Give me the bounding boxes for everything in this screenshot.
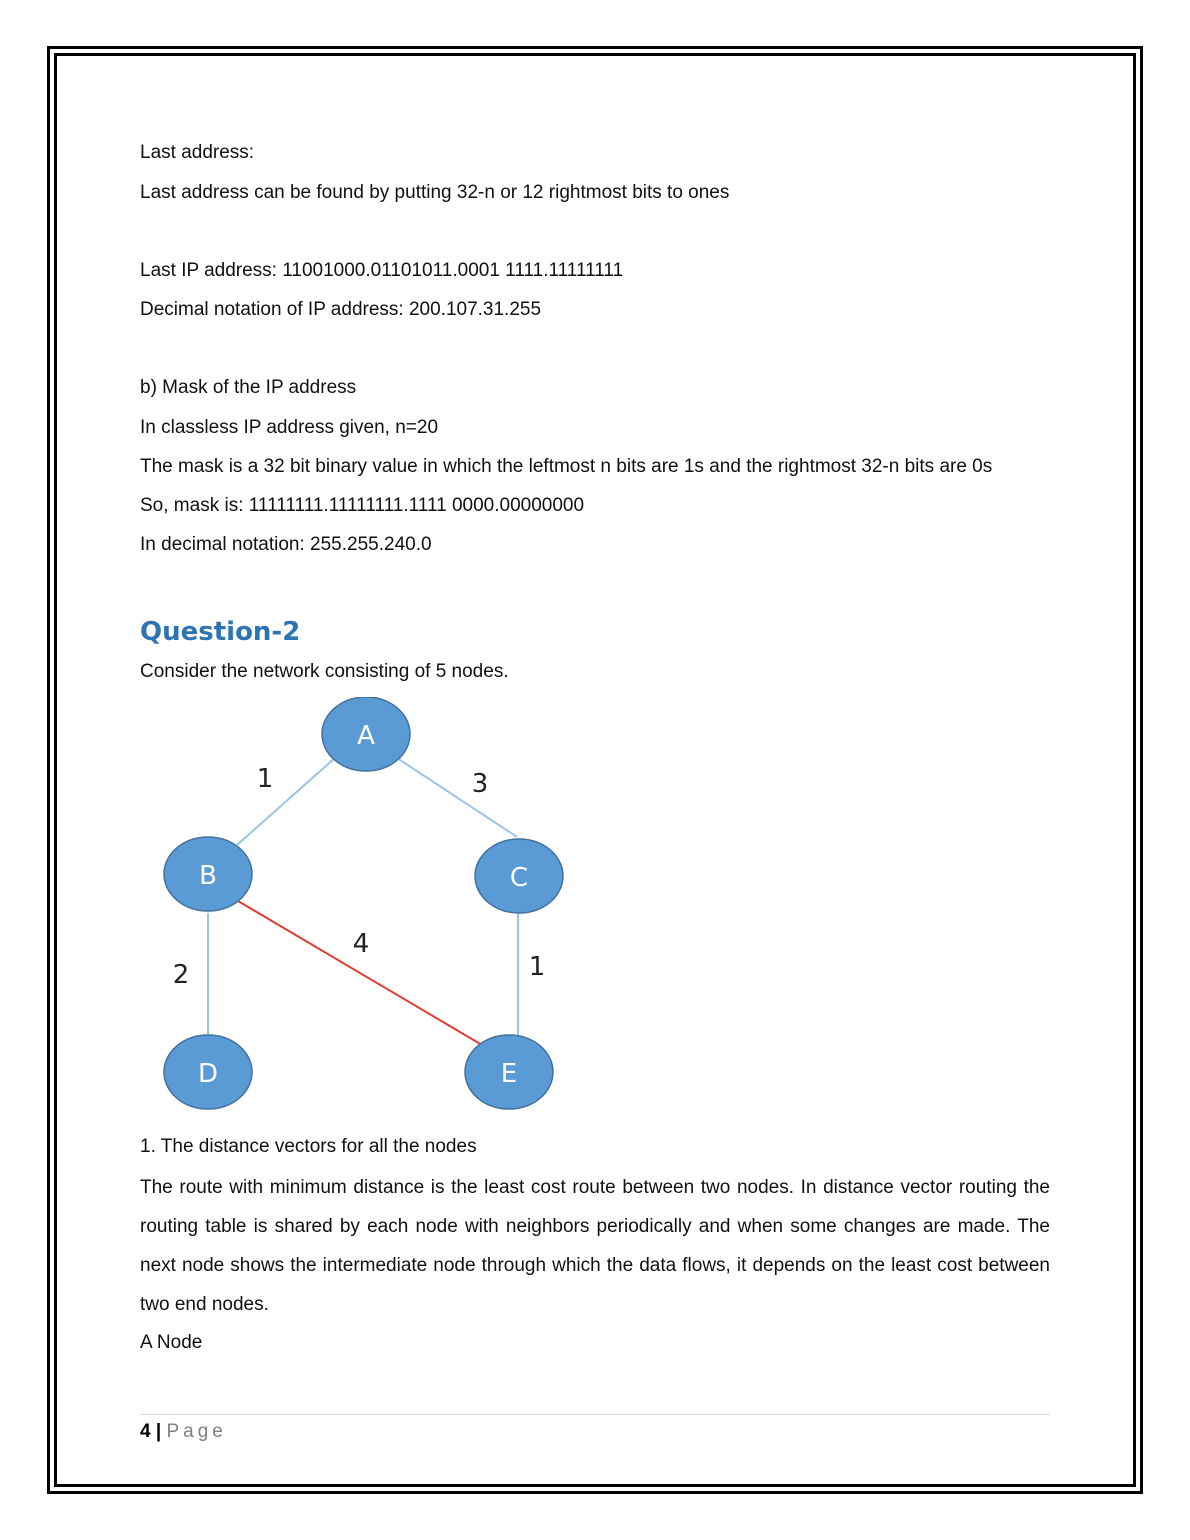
classless-n: In classless IP address given, n=20: [140, 417, 439, 438]
distance-vector-paragraph: The route with minimum distance is the least cost route between two nodes. In distance vector routing the routing table is shared by each node with neighbors periodically and when some changes are made. The next node shows the intermediate node through which the data flows, it depends on the least cost between two end nodes.: [140, 1177, 1050, 1315]
last-ip-decimal: Decimal notation of IP address: 200.107.31.255: [140, 299, 542, 320]
weight-b-e: 4: [352, 929, 370, 959]
edge-b-e: [238, 901, 482, 1045]
node-e: [465, 1035, 553, 1109]
node-c-label: C: [509, 863, 529, 893]
weight-b-d: 2: [172, 960, 190, 990]
a-node-label: A Node: [140, 1332, 203, 1353]
node-d-label: D: [197, 1059, 219, 1089]
page-footer: [140, 1420, 227, 1444]
network-diagram: [140, 697, 570, 1117]
mask-decimal: In decimal notation: 255.255.240.0: [140, 534, 432, 555]
node-a-label: A: [357, 721, 375, 751]
node-a: [322, 697, 410, 771]
last-address-label: Last address:: [140, 142, 255, 163]
footer-rule: [140, 1414, 1050, 1415]
page-word: Page: [166, 1421, 227, 1442]
weight-c-e: 1: [528, 952, 546, 982]
node-b-label: B: [199, 861, 217, 891]
mask-binary: So, mask is: 11111111.11111111.1111 0000.00000000: [140, 495, 585, 516]
footer-separator: |: [155, 1421, 162, 1442]
node-e-label: E: [500, 1059, 518, 1089]
last-ip-binary: Last IP address: 11001000.01101011.0001 1111.11111111: [140, 260, 624, 281]
edge-a-c: [397, 758, 517, 837]
question-intro: Consider the network consisting of 5 nodes.: [140, 661, 509, 682]
weight-a-b: 1: [256, 764, 274, 794]
section-1-title: 1. The distance vectors for all the nodes: [140, 1136, 477, 1157]
node-c: [475, 839, 563, 913]
question-heading: Question-2: [140, 617, 301, 647]
last-address-explanation: Last address can be found by putting 32-n or 12 rightmost bits to ones: [140, 182, 730, 203]
mask-definition: The mask is a 32 bit binary value in which the leftmost n bits are 1s and the rightmost 32-n bits are 0s: [140, 456, 993, 477]
edge-a-b: [237, 757, 336, 845]
node-b: [164, 837, 252, 911]
mask-subheading: b) Mask of the IP address: [140, 377, 357, 398]
node-d: [164, 1035, 252, 1109]
page-number: 4: [140, 1421, 151, 1442]
weight-a-c: 3: [471, 769, 489, 799]
